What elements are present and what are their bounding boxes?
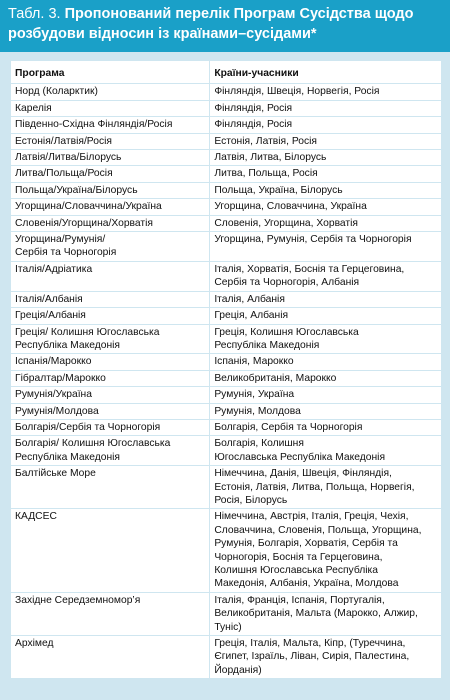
program-cell: КАДСЕС [11, 509, 210, 592]
countries-cell: Італія, Хорватія, Боснія та Герцеговина, Сербія та Чорногорія, Албанія [210, 261, 442, 291]
countries-cell: Польща, Україна, Білорусь [210, 182, 442, 198]
countries-cell: Болгарія, Колишня Югославська Республіка Македонія [210, 436, 442, 466]
program-cell: Італія/Адріатика [11, 261, 210, 291]
countries-cell: Румунія, Україна [210, 387, 442, 403]
program-cell: Греція/ Колишня Югославська Республіка Македонія [11, 324, 210, 354]
countries-cell: Латвія, Литва, Білорусь [210, 150, 442, 166]
program-cell: Південно-Східна Фінляндія/Росія [11, 117, 210, 133]
table-row [11, 403, 442, 419]
countries-cell: Угорщина, Словаччина, Україна [210, 199, 442, 215]
countries-cell: Фінляндія, Росія [210, 100, 442, 116]
countries-cell: Греція, Італія, Мальта, Кіпр, (Туреччина, Єгипет, Ізраїль, Ліван, Сирія, Палестина, Йорданія) [210, 636, 442, 679]
countries-cell: Греція, Колишня Югославська Республіка Македонія [210, 324, 442, 354]
table-row [11, 232, 442, 262]
countries-cell: Словенія, Угорщина, Хорватія [210, 215, 442, 231]
table-row [11, 117, 442, 133]
program-cell: Греція/Албанія [11, 308, 210, 324]
program-cell: Румунія/Молдова [11, 403, 210, 419]
program-cell: Болгарія/ Колишня Югославська Республіка Македонія [11, 436, 210, 466]
table-row [11, 324, 442, 354]
countries-cell: Греція, Албанія [210, 308, 442, 324]
program-cell: Норд (Коларктик) [11, 84, 210, 100]
program-cell: Угорщина/Словаччина/Україна [11, 199, 210, 215]
countries-cell: Німеччина, Данія, Швеція, Фінляндія, Естонія, Латвія, Литва, Польща, Норвегія, Росія, Білорусь [210, 466, 442, 509]
table-row [11, 166, 442, 182]
countries-cell: Італія, Франція, Іспанія, Португалія, Великобританія, Мальта (Марокко, Алжир, Туніс) [210, 592, 442, 635]
table-row [11, 466, 442, 509]
program-cell: Західне Середземномор’я [11, 592, 210, 635]
countries-cell: Іспанія, Марокко [210, 354, 442, 370]
table-row [11, 199, 442, 215]
caption-title: Пропонований перелік Програм Сусідства щодо розбудови відносин із країнами–сусідами* [8, 6, 414, 42]
countries-cell: Італія, Албанія [210, 291, 442, 307]
program-cell: Литва/Польща/Росія [11, 166, 210, 182]
table-body [11, 84, 442, 679]
table-row [11, 291, 442, 307]
table-row [11, 100, 442, 116]
countries-cell: Угорщина, Румунія, Сербія та Чорногорія [210, 232, 442, 262]
table-row [11, 636, 442, 679]
program-cell: Карелія [11, 100, 210, 116]
program-cell: Балтійське Море [11, 466, 210, 509]
table-container [10, 60, 442, 679]
caption-prefix: Табл. 3. [8, 6, 65, 22]
countries-cell: Болгарія, Сербія та Чорногорія [210, 419, 442, 435]
countries-cell: Фінляндія, Росія [210, 117, 442, 133]
table-row [11, 592, 442, 635]
program-cell: Болгарія/Сербія та Чорногорія [11, 419, 210, 435]
programs-table [10, 60, 442, 679]
program-cell: Іспанія/Марокко [11, 354, 210, 370]
table-row [11, 509, 442, 592]
header-program: Програма [11, 61, 210, 84]
table-row [11, 84, 442, 100]
table-row [11, 436, 442, 466]
table-row [11, 150, 442, 166]
table-row [11, 419, 442, 435]
program-cell: Італія/Албанія [11, 291, 210, 307]
table-caption [0, 0, 450, 52]
countries-cell: Фінляндія, Швеція, Норвегія, Росія [210, 84, 442, 100]
program-cell: Архімед [11, 636, 210, 679]
program-cell: Угорщина/Румунія/ Сербія та Чорногорія [11, 232, 210, 262]
table-row [11, 261, 442, 291]
table-row [11, 354, 442, 370]
countries-cell: Естонія, Латвія, Росія [210, 133, 442, 149]
program-cell: Естонія/Латвія/Росія [11, 133, 210, 149]
table-row [11, 387, 442, 403]
table-row [11, 370, 442, 386]
table-row [11, 308, 442, 324]
program-cell: Гібралтар/Марокко [11, 370, 210, 386]
program-cell: Румунія/Україна [11, 387, 210, 403]
countries-cell: Румунія, Молдова [210, 403, 442, 419]
table-row [11, 182, 442, 198]
header-countries: Країни-учасники [210, 61, 442, 84]
program-cell: Латвія/Литва/Білорусь [11, 150, 210, 166]
countries-cell: Литва, Польща, Росія [210, 166, 442, 182]
table-header-row [11, 61, 442, 84]
program-cell: Польща/Україна/Білорусь [11, 182, 210, 198]
table-row [11, 215, 442, 231]
table-row [11, 133, 442, 149]
program-cell: Словенія/Угорщина/Хорватія [11, 215, 210, 231]
countries-cell: Великобританія, Марокко [210, 370, 442, 386]
countries-cell: Німеччина, Австрія, Італія, Греція, Чехія, Словаччина, Словенія, Польща, Угорщина, Румунія, Болгарія, Хорватія, Сербія та Чорногорія, Боснія та Герцеговина, Колишня Югославська Республіка Македонія, Албанія, Україна, Молдова [210, 509, 442, 592]
